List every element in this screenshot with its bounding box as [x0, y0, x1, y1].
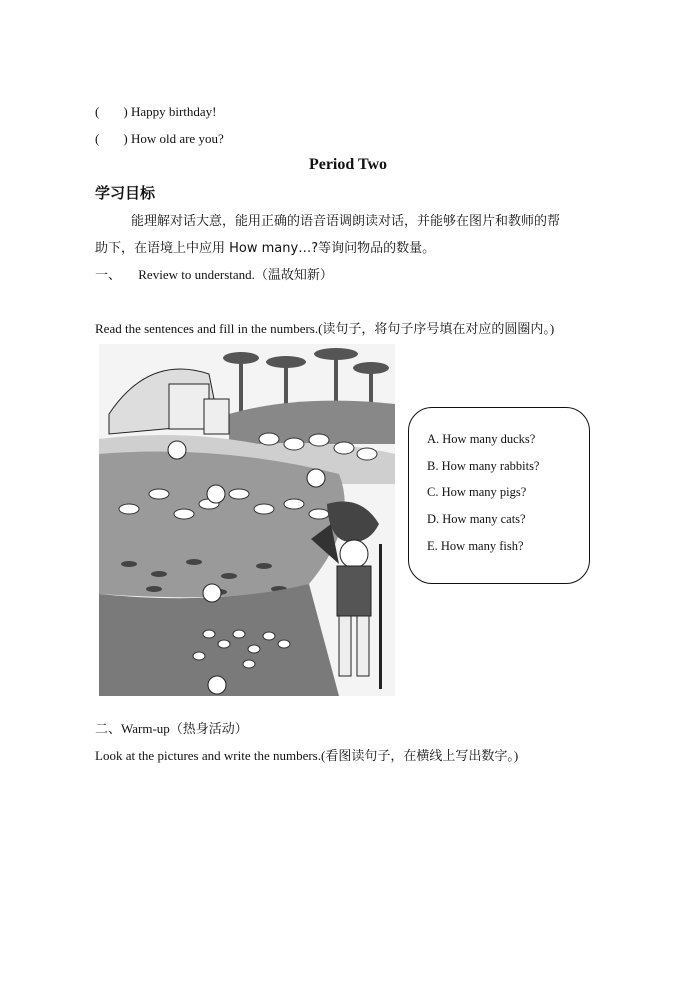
- review-item-text: Happy birthday!: [130, 104, 217, 119]
- review-item-1: [95, 104, 217, 120]
- question-d: D. How many cats?: [427, 512, 526, 526]
- paren-open: (: [95, 131, 100, 146]
- objective-heading: 学习目标: [95, 184, 156, 202]
- section1-instruction: Read the sentences and fill in the numbers.(读句子，将句子序号填在对应的圆圈内。): [95, 321, 555, 336]
- paren-open: (: [95, 104, 100, 119]
- question-b: B. How many rabbits?: [427, 459, 540, 473]
- section2-heading: 二、Warm-up（热身活动）: [95, 721, 248, 736]
- paren-close: ): [123, 131, 128, 146]
- objective-text-line1: 能理解对话大意，能用正确的语音语调朗读对话，并能够在图片和教师的帮: [131, 214, 561, 229]
- review-item-2: [95, 131, 224, 147]
- farm-illustration: [99, 344, 395, 696]
- section2-instruction: Look at the pictures and write the numbers.(看图读句子，在横线上写出数字。): [95, 748, 519, 763]
- questions-box: [408, 407, 590, 584]
- period-title: Period Two: [308, 156, 388, 173]
- question-a: A. How many ducks?: [427, 432, 536, 446]
- review-item-text: How old are you?: [130, 131, 224, 146]
- section1-number: 一、: [95, 268, 122, 283]
- section1-title: Review to understand.（温故知新）: [138, 267, 333, 282]
- question-c: C. How many pigs?: [427, 485, 527, 499]
- question-e: E. How many fish?: [427, 539, 524, 553]
- paren-close: ): [123, 104, 128, 119]
- objective-text-line2: 助下，在语境上中应用 How many…?等询问物品的数量。: [95, 241, 436, 256]
- section1-heading: [95, 264, 333, 283]
